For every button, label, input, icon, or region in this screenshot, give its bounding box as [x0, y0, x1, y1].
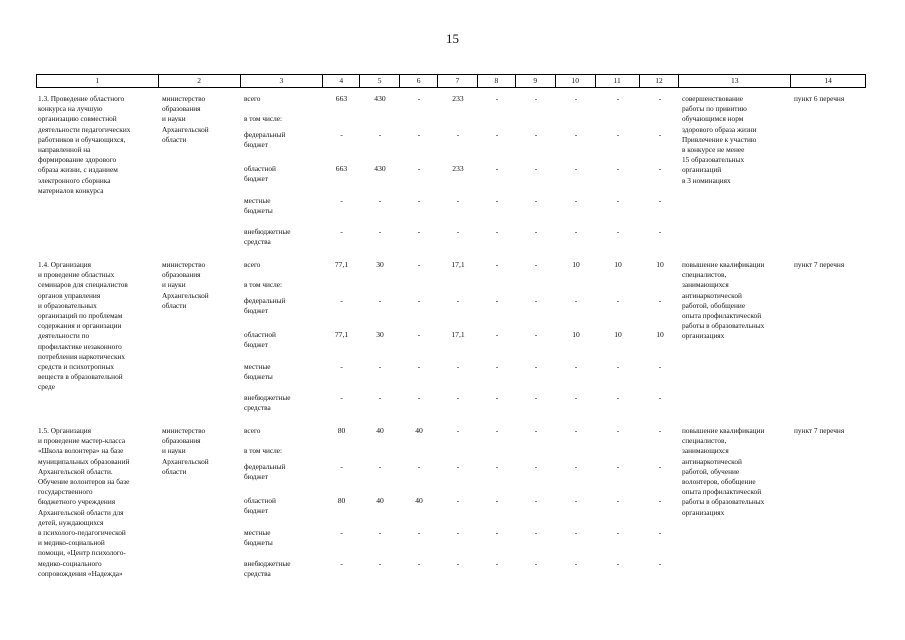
result-line: опыта профилактической [682, 487, 762, 497]
result-line: антинаркотической [682, 456, 742, 466]
executor-line: образования [162, 270, 201, 280]
value-vsego-col-10: 10 [572, 260, 580, 269]
header-col-14: 14 [824, 76, 832, 85]
value-vsego-col-9: - [534, 94, 538, 103]
result-line: 15 образовательных [682, 155, 745, 165]
executor-line: области [162, 134, 187, 144]
row-label-vtom: в том числе: [244, 446, 283, 455]
row-label-mestnye: местные [244, 528, 271, 537]
value-vsego-col-10: - [574, 94, 578, 103]
section-title-line: работников и обучающихся, [38, 134, 126, 144]
value-oblast-col-8: - [495, 330, 499, 339]
value-vnebudg-col-7: - [456, 559, 460, 568]
row-label-oblast: областной [244, 496, 276, 505]
value-mestnye-col-12: - [658, 362, 662, 371]
value-federal-col-10: - [574, 296, 578, 305]
section-title-line: организаций по проблемам [38, 311, 123, 320]
value-vsego-col-8: - [495, 94, 499, 103]
row-label-mestnye: местные [244, 362, 271, 371]
executor-line: и науки [162, 280, 186, 290]
value-vsego-col-12: 10 [656, 260, 664, 269]
page-number: 15 [446, 31, 459, 46]
value-federal-col-4: - [340, 130, 343, 139]
section-title-line: и медико-социальной [38, 538, 105, 548]
value-oblast-col-11: - [616, 164, 620, 173]
value-mestnye-col-8: - [495, 196, 499, 205]
row-label-vsego: всего [244, 260, 261, 269]
value-oblast-col-9: - [534, 496, 538, 505]
value-federal-col-5: - [378, 296, 382, 305]
section-title-line: сопровождения «Надежда» [38, 568, 123, 578]
value-mestnye-col-7: - [456, 528, 460, 537]
result-line: волонтеров, обобщение [682, 477, 756, 486]
value-federal-col-12: - [658, 130, 662, 139]
row-label-federal: федеральный [244, 462, 286, 471]
value-vnebudg-col-12: - [658, 559, 662, 568]
value-mestnye-col-10: - [574, 528, 578, 537]
header-col-3: 3 [241, 75, 324, 87]
executor-line: образования [162, 104, 201, 114]
result-line: занимающихся [682, 280, 729, 290]
value-federal-col-9: - [534, 462, 538, 471]
value-vsego-col-4: 663 [335, 94, 348, 103]
value-federal-col-8: - [495, 130, 499, 139]
section-title-line: Архангельской области. [38, 466, 113, 476]
result-line: организаций [682, 165, 722, 175]
result-line: занимающихся [682, 446, 729, 456]
row-label-oblast: бюджет [244, 174, 268, 184]
value-vnebudg-col-4: - [340, 559, 343, 568]
value-vnebudg-col-12: - [658, 227, 662, 236]
row-label-vnebudg: средства [244, 237, 271, 247]
result-line: здорового образа жизни [682, 124, 757, 134]
section-title-line: помощи, «Центр психолого- [38, 548, 126, 558]
section-title-line: деятельности по [38, 331, 90, 341]
value-vsego-col-5: 30 [376, 260, 384, 269]
value-federal-col-5: - [378, 130, 382, 139]
result-line: работы в образовательных [682, 321, 765, 331]
executor-line: Архангельской [162, 124, 209, 134]
value-federal-col-9: - [534, 296, 538, 305]
value-oblast-col-12: - [658, 496, 662, 505]
value-vsego-col-9: - [534, 426, 538, 435]
value-oblast-col-7: 17,1 [451, 330, 465, 339]
value-vnebudg-col-11: - [616, 227, 620, 236]
section-title-line: электронного сборника [38, 175, 111, 185]
row-label-vsego: всего [244, 426, 261, 435]
value-federal-col-11: - [616, 130, 620, 139]
section-title-line: организацию совместной [38, 114, 117, 124]
section-title-line: и проведение мастер-класса [38, 436, 126, 446]
value-vnebudg-col-4: - [340, 227, 343, 236]
executor-line: и науки [162, 114, 186, 124]
row-label-federal: бюджет [244, 472, 268, 482]
header-col-8: 8 [478, 75, 516, 87]
executor-line: министерство [162, 94, 206, 103]
header-col-11: 11 [596, 75, 640, 87]
value-vsego-col-5: 40 [376, 426, 384, 435]
value-vnebudg-col-4: - [340, 393, 343, 402]
value-vsego-col-10: - [574, 426, 578, 435]
row-label-oblast: бюджет [244, 340, 268, 350]
value-oblast-col-12: - [658, 164, 662, 173]
value-oblast-col-5: 430 [374, 164, 386, 173]
section-title-line: в психолого-педагогической [38, 528, 126, 537]
value-vsego-col-6: 40 [415, 426, 423, 435]
value-mestnye-col-6: - [417, 196, 421, 205]
executor-line: Архангельской [162, 456, 209, 466]
value-federal-col-9: - [534, 130, 538, 139]
value-vsego-col-11: - [616, 94, 620, 103]
executor-line: области [162, 300, 187, 310]
row-label-vnebudg: средства [244, 403, 271, 413]
row-label-vnebudg: средства [244, 569, 271, 579]
header-col-5: 5 [360, 75, 400, 87]
executor-line: министерство [162, 260, 206, 269]
result-line: специалистов, [682, 270, 727, 280]
value-oblast-col-11: 10 [614, 330, 622, 339]
row-label-oblast: областной [244, 164, 276, 173]
value-vnebudg-col-5: - [378, 393, 382, 402]
section-title-line: образа жизни, с изданием [38, 165, 118, 175]
header-col-13: 13 [679, 75, 791, 87]
value-oblast-col-12: 10 [656, 330, 664, 339]
value-federal-col-11: - [616, 296, 620, 305]
executor-line: Архангельской [162, 290, 209, 300]
value-mestnye-col-10: - [574, 196, 578, 205]
value-oblast-col-9: - [534, 330, 538, 339]
value-mestnye-col-6: - [417, 362, 421, 371]
value-oblast-col-6: - [417, 330, 421, 339]
row-label-federal: бюджет [244, 306, 268, 316]
value-vnebudg-col-10: - [574, 393, 578, 402]
value-oblast-col-8: - [495, 164, 499, 173]
row-label-mestnye: бюджеты [244, 206, 273, 216]
section-title-line: деятельности педагогических [38, 124, 131, 134]
result-line: работой, обобщение [682, 300, 746, 310]
result-line: в 3 номинациях [682, 175, 731, 185]
section-title-line: среде [38, 382, 55, 392]
value-federal-col-5: - [378, 462, 382, 471]
row-label-federal: бюджет [244, 140, 268, 150]
value-vnebudg-col-9: - [534, 393, 538, 402]
value-vnebudg-col-5: - [378, 559, 382, 568]
header-col-2: 2 [159, 75, 241, 87]
value-mestnye-col-6: - [417, 528, 421, 537]
header-col-4: 4 [323, 75, 360, 87]
value-vsego-col-11: - [616, 426, 620, 435]
value-federal-col-7: - [456, 130, 460, 139]
value-mestnye-col-11: - [616, 362, 620, 371]
value-federal-col-7: - [456, 462, 460, 471]
section-title-line: Обучение волонтеров на базе [38, 477, 130, 486]
value-oblast-col-5: 30 [376, 330, 384, 339]
value-mestnye-col-4: - [340, 362, 343, 371]
value-vsego-col-7: - [456, 426, 460, 435]
value-vsego-col-12: - [658, 426, 662, 435]
value-vnebudg-col-8: - [495, 559, 499, 568]
header-col-10: 10 [556, 75, 596, 87]
result-line: специалистов, [682, 436, 727, 446]
value-oblast-col-6: 40 [415, 496, 423, 505]
value-vsego-col-4: 77,1 [334, 260, 349, 269]
section-title-line: 1.3. Проведение областного [38, 94, 125, 103]
result-line: обучающимся норм [682, 114, 744, 124]
value-vsego-col-8: - [495, 260, 499, 269]
value-vnebudg-col-11: - [616, 559, 620, 568]
value-vnebudg-col-9: - [534, 559, 538, 568]
value-mestnye-col-11: - [616, 196, 620, 205]
section-title-line: Архангельской области для [38, 507, 124, 517]
value-federal-col-6: - [417, 130, 421, 139]
value-vsego-col-6: - [417, 94, 421, 103]
section-title-line: муниципальных образований [38, 456, 130, 466]
value-mestnye-col-12: - [658, 196, 662, 205]
row-label-vsego: всего [244, 94, 261, 103]
section-title-line: и проведение областных [38, 270, 115, 280]
value-mestnye-col-8: - [495, 528, 499, 537]
value-vnebudg-col-10: - [574, 559, 578, 568]
value-mestnye-col-7: - [456, 362, 460, 371]
value-federal-col-12: - [658, 296, 662, 305]
section-title-line: материалов конкурса [38, 185, 104, 195]
value-vnebudg-col-8: - [495, 227, 499, 236]
value-vnebudg-col-7: - [456, 393, 460, 402]
value-mestnye-col-9: - [534, 528, 538, 537]
section-title-line: «Школа волонтера» на базе [38, 446, 124, 456]
value-mestnye-col-4: - [340, 196, 343, 205]
value-vnebudg-col-6: - [417, 227, 421, 236]
section-title-line: органов управления [38, 290, 101, 300]
value-oblast-col-10: 10 [572, 330, 580, 339]
header-col-6: 6 [400, 75, 438, 87]
section-title-line: бюджетного учреждения [38, 497, 116, 507]
value-vsego-col-7: 233 [452, 94, 464, 103]
value-vnebudg-col-10: - [574, 227, 578, 236]
value-oblast-col-9: - [534, 164, 538, 173]
result-line: опыта профилактической [682, 311, 762, 320]
section-title-line: 1.4. Организация [38, 260, 92, 269]
executor-line: и науки [162, 446, 186, 456]
result-line: в конкурсе не менее [682, 145, 745, 154]
result-line: организациях [682, 331, 725, 341]
value-vsego-col-12: - [658, 94, 662, 103]
value-mestnye-col-5: - [378, 528, 382, 537]
result-line: совершенствование [682, 94, 744, 103]
row-label-vtom: в том числе: [244, 280, 283, 289]
section-title-line: медико-социального [38, 558, 102, 568]
section-title-line: содержания и организации [38, 321, 122, 331]
value-federal-col-6: - [417, 296, 421, 305]
value-oblast-col-10: - [574, 496, 578, 505]
table-header [36, 74, 866, 88]
section-title-line: семинаров для специалистов [38, 280, 128, 290]
value-mestnye-col-9: - [534, 362, 538, 371]
row-label-mestnye: местные [244, 196, 271, 205]
section-title-line: веществ в образовательной [38, 372, 123, 382]
result-line: повышение квалификации [682, 260, 765, 269]
executor-line: образования [162, 436, 201, 446]
value-oblast-col-5: 40 [376, 496, 384, 505]
value-vsego-col-8: - [495, 426, 499, 435]
reference-text: пункт 7 перечня [794, 426, 845, 435]
row-label-mestnye: бюджеты [244, 372, 273, 382]
row-label-federal: федеральный [244, 296, 286, 305]
value-oblast-col-6: - [417, 164, 421, 173]
value-mestnye-col-5: - [378, 196, 382, 205]
value-vnebudg-col-11: - [616, 393, 620, 402]
value-oblast-col-4: 80 [337, 496, 346, 505]
value-vsego-col-5: 430 [374, 94, 386, 103]
executor-line: министерство [162, 426, 206, 435]
row-label-vnebudg: внебюджетные [244, 393, 291, 402]
value-vnebudg-col-12: - [658, 393, 662, 402]
section-title-line: формирование здорового [38, 155, 117, 165]
result-line: работы по привитию [682, 104, 747, 114]
row-label-mestnye: бюджеты [244, 538, 273, 548]
value-vnebudg-col-6: - [417, 393, 421, 402]
value-oblast-col-11: - [616, 496, 620, 505]
value-oblast-col-4: 663 [335, 164, 348, 173]
value-vsego-col-4: 80 [337, 426, 346, 435]
reference-text: пункт 7 перечня [794, 260, 845, 269]
value-federal-col-8: - [495, 462, 499, 471]
value-federal-col-6: - [417, 462, 421, 471]
value-oblast-col-7: 233 [452, 164, 464, 173]
row-label-oblast: бюджет [244, 506, 268, 516]
value-mestnye-col-4: - [340, 528, 343, 537]
result-line: организациях [682, 507, 725, 517]
value-oblast-col-8: - [495, 496, 499, 505]
reference-text: пункт 6 перечня [794, 94, 845, 103]
section-title-line: потребления наркотических [38, 351, 126, 361]
value-vsego-col-6: - [417, 260, 421, 269]
header-col-12: 12 [640, 75, 680, 87]
row-label-oblast: областной [244, 330, 276, 339]
row-label-federal: федеральный [244, 130, 286, 139]
value-mestnye-col-10: - [574, 362, 578, 371]
section-title-line: 1.5. Организация [38, 426, 92, 435]
section-title-line: конкурса на лучшую [38, 104, 103, 114]
value-vnebudg-col-5: - [378, 227, 382, 236]
result-line: Привлечение к участию [682, 134, 757, 144]
header-col-7: 7 [438, 75, 478, 87]
value-vnebudg-col-7: - [456, 227, 460, 236]
value-mestnye-col-12: - [658, 528, 662, 537]
result-line: работы в образовательных [682, 497, 765, 507]
value-federal-col-4: - [340, 296, 343, 305]
value-mestnye-col-11: - [616, 528, 620, 537]
value-oblast-col-4: 77,1 [334, 330, 349, 339]
section-title-line: средств и психотропных [38, 362, 115, 371]
result-line: работой, обучение [682, 466, 740, 476]
value-federal-col-11: - [616, 462, 620, 471]
value-federal-col-7: - [456, 296, 460, 305]
value-vsego-col-9: - [534, 260, 538, 269]
row-label-vnebudg: внебюджетные [244, 227, 291, 236]
section-title-line: профилактике незаконного [38, 341, 122, 351]
value-mestnye-col-7: - [456, 196, 460, 205]
executor-line: области [162, 466, 187, 476]
value-mestnye-col-8: - [495, 362, 499, 371]
section-title-line: детей, нуждающихся [38, 517, 104, 527]
header-col-1: 1 [37, 75, 159, 87]
value-federal-col-8: - [495, 296, 499, 305]
value-oblast-col-7: - [456, 496, 460, 505]
section-title-line: государственного [38, 487, 93, 497]
value-oblast-col-10: - [574, 164, 578, 173]
value-federal-col-12: - [658, 462, 662, 471]
value-mestnye-col-5: - [378, 362, 382, 371]
row-label-vtom: в том числе: [244, 114, 283, 123]
result-line: повышение квалификации [682, 426, 765, 435]
value-federal-col-4: - [340, 462, 343, 471]
value-federal-col-10: - [574, 130, 578, 139]
header-col-9: 9 [516, 75, 556, 87]
value-vnebudg-col-8: - [495, 393, 499, 402]
value-vnebudg-col-6: - [417, 559, 421, 568]
value-mestnye-col-9: - [534, 196, 538, 205]
value-federal-col-10: - [574, 462, 578, 471]
result-line: антинаркотической [682, 290, 742, 300]
section-title-line: направленной на [38, 145, 91, 154]
value-vsego-col-11: 10 [614, 260, 622, 269]
value-vsego-col-7: 17,1 [451, 260, 465, 269]
section-title-line: и образовательных [38, 300, 97, 310]
row-label-vnebudg: внебюджетные [244, 559, 291, 568]
value-vnebudg-col-9: - [534, 227, 538, 236]
